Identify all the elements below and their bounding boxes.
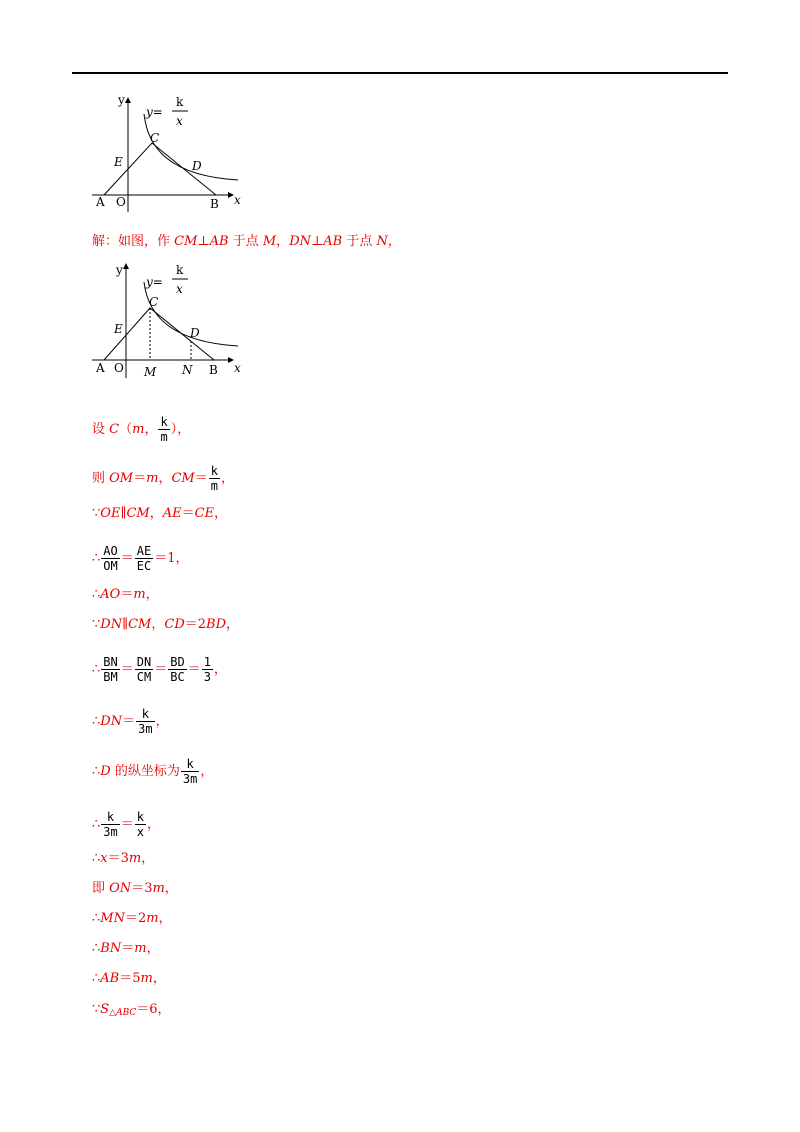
point-a-label: A xyxy=(96,361,105,375)
figure-2 xyxy=(88,260,258,390)
point-d-label: D xyxy=(190,326,200,340)
point-a-label: A xyxy=(96,195,105,209)
point-e-label: E xyxy=(114,322,123,336)
function-lhs: y= xyxy=(146,105,163,119)
function-lhs: y= xyxy=(146,275,163,289)
point-o-label: O xyxy=(114,361,124,375)
y-axis-label: y xyxy=(118,93,125,107)
fraction: $\frac{AE}{EC}$ xyxy=(136,544,152,573)
step-7: ∴ $\frac{BN}{BM}$ ＝ $\frac{DN}{CM}$ ＝ $\frac{BD}{BC}$ ＝ $\frac{1}{3}$ ， xyxy=(92,655,227,684)
point-e-label: E xyxy=(114,155,123,169)
function-numerator: k xyxy=(176,263,184,277)
step-4: ∴ $\frac{AO}{OM}$ ＝ $\frac{AE}{EC}$ ＝1， xyxy=(92,544,189,573)
header-rule xyxy=(72,72,728,74)
fraction: $\frac{k}{m}$ xyxy=(160,415,168,444)
point-b-label: B xyxy=(209,363,218,377)
function-numerator: k xyxy=(176,95,184,109)
fraction: $\frac{DN}{CM}$ xyxy=(136,655,152,684)
fraction: $\frac{BN}{BM}$ xyxy=(103,655,118,684)
fraction: $\frac{k}{3m}$ xyxy=(182,757,198,786)
step-16: $\because S_{\triangle ABC}=6$， xyxy=(92,1002,171,1018)
fraction: $\frac{AO}{OM}$ xyxy=(103,544,118,573)
hyperbola-curve xyxy=(144,114,238,180)
y-axis-label: y xyxy=(116,263,123,277)
point-m-label: M xyxy=(144,365,157,379)
x-axis-label: x xyxy=(234,193,241,207)
point-d-label: D xyxy=(192,159,202,173)
step-15: ∴AB＝5m， xyxy=(92,971,166,986)
x-axis-label: x xyxy=(234,361,241,375)
point-n-label: N xyxy=(182,363,193,377)
figure-1-graph xyxy=(88,92,258,222)
step-1: 设 C（m， $\frac{k}{m}$ ）， xyxy=(92,415,191,444)
point-o-label: O xyxy=(116,195,126,209)
step-10: ∴ $\frac{k}{3m}$ ＝ $\frac{k}{x}$ ， xyxy=(92,810,160,839)
step-2: 则 OM＝m，CM＝ $\frac{k}{m}$ ， xyxy=(92,464,234,493)
solution-intro: 解：如图，作 CM⊥AB 于点 M，DN⊥AB 于点 N， xyxy=(92,234,401,249)
step-5: ∴AO＝m， xyxy=(92,587,159,602)
step-9: ∴D 的纵坐标为 $\frac{k}{3m}$ ， xyxy=(92,757,214,786)
fraction: $\frac{BD}{BC}$ xyxy=(170,655,185,684)
step-12: 即 ON＝3m， xyxy=(92,881,178,896)
fraction: $\frac{k}{3m}$ xyxy=(138,707,153,736)
figure-2-graph xyxy=(88,260,258,390)
step-11: ∴x＝3m， xyxy=(92,851,155,866)
fraction: $\frac{k}{x}$ xyxy=(136,810,144,839)
point-c-label: C xyxy=(149,295,159,309)
step-3: ∵OE∥CM，AE＝CE， xyxy=(92,506,228,521)
fraction: $\frac{1}{3}$ xyxy=(203,655,211,684)
fraction: $\frac{k}{3m}$ xyxy=(103,810,118,839)
step-6: ∵DN∥CM，CD＝2BD， xyxy=(92,617,240,632)
step-13: ∴MN＝2m， xyxy=(92,911,172,926)
step-8: ∴DN＝ $\frac{k}{3m}$ ， xyxy=(92,707,169,736)
point-c-label: C xyxy=(150,131,160,145)
function-denominator: x xyxy=(176,114,183,128)
step-14: ∴BN＝m， xyxy=(92,941,160,956)
function-denominator: x xyxy=(176,282,183,296)
point-b-label: B xyxy=(210,197,219,211)
figure-1 xyxy=(88,92,258,222)
fraction: $\frac{k}{m}$ xyxy=(210,464,218,493)
